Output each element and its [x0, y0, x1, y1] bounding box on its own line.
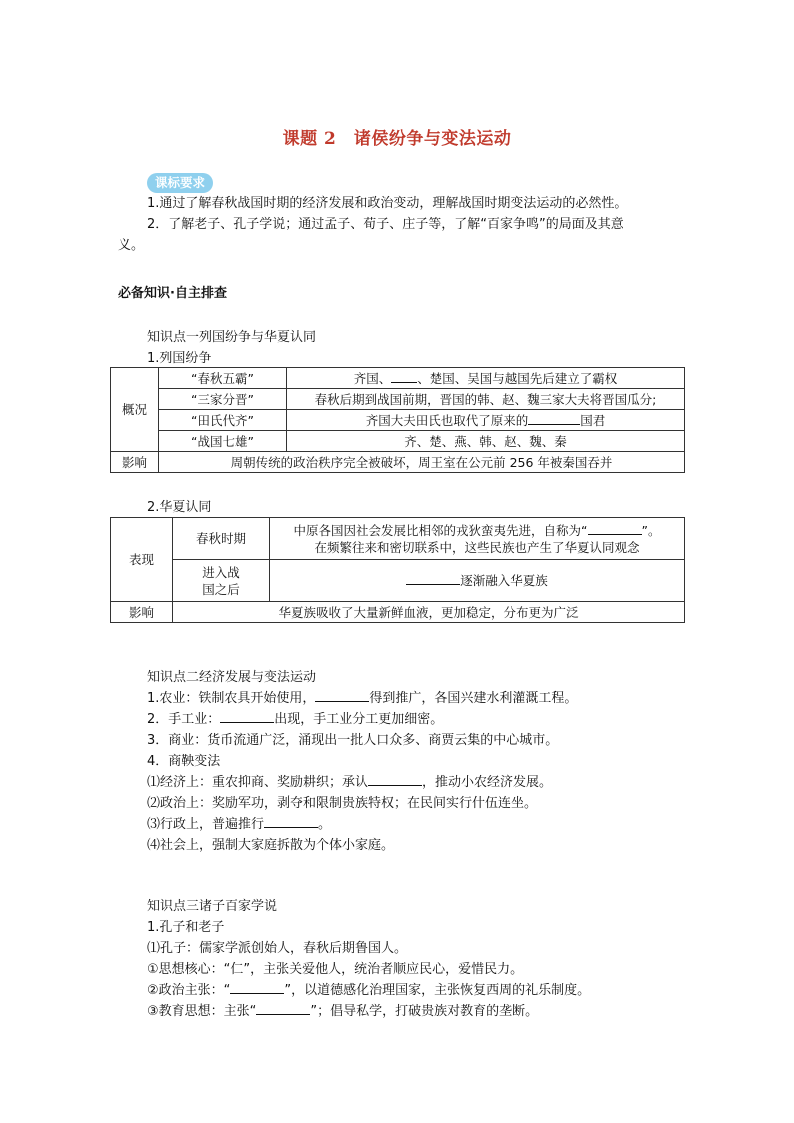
table-row [111, 518, 685, 560]
standards-item-1: 1.通过了解春秋战国时期的经济发展和政治变动，理解战国时期变法运动的必然性。 [147, 196, 628, 211]
standards-item-2: 2．了解老子、孔子学说；通过孟子、荀子、庄子等，了解“百家争鸣”的局面及其意 [147, 217, 624, 232]
cell-qixiong: 齐、楚、燕、韩、赵、魏、秦 [287, 431, 685, 452]
table-lieguo [110, 367, 685, 473]
kp2-reform-society: ⑷社会上，强制大家庭拆散为个体小家庭。 [147, 838, 395, 853]
table-row [111, 410, 685, 431]
blank-field[interactable] [391, 370, 417, 383]
kp1-sub2: 2.华夏认同 [147, 500, 212, 515]
term-wuba: “春秋五霸” [159, 368, 287, 389]
table-row [111, 368, 685, 389]
table-row [111, 452, 685, 473]
kp1-heading: 知识点一列国纷争与华夏认同 [147, 330, 317, 345]
kp2-reform-economy: ⑴经济上：重农抑商、奖励耕织；承认 ，推动小农经济发展。 [147, 775, 553, 790]
blank-field[interactable] [264, 815, 318, 828]
cell-zhanguo: 逐渐融入华夏族 [270, 560, 685, 602]
term-qixiong: “战国七雄” [159, 431, 287, 452]
kp2-reform-politics: ⑵政治上：奖励军功，剥夺和限制贵族特权；在民间实行什伍连坐。 [147, 796, 538, 811]
standards-badge: 课标要求 [147, 173, 213, 193]
label-impact: 影响 [111, 452, 159, 473]
kp3-politics: ②政治主张：“ ”，以道德感化治理国家，主张恢复西周的礼乐制度。 [147, 983, 591, 998]
term-tianshi: “田氏代齐” [159, 410, 287, 431]
kp3-sub1: 1.孔子和老子 [147, 920, 225, 935]
label-biaoxian: 表现 [111, 518, 173, 602]
kp2-reform-title: 4．商鞅变法 [147, 754, 221, 769]
blank-field[interactable] [368, 773, 422, 786]
period-zhanguo: 进入战 国之后 [173, 560, 270, 602]
cell-impact-2: 华夏族吸收了大量新鲜血液，更加稳定，分布更为广泛 [173, 602, 685, 623]
blank-field[interactable] [588, 522, 642, 535]
kp3-confucius: ⑴孔子：儒家学派创始人，春秋后期鲁国人。 [147, 941, 408, 956]
kp2-reform-admin: ⑶行政上，普遍推行 。 [147, 817, 332, 832]
label-overview: 概况 [111, 368, 159, 452]
blank-field[interactable] [220, 710, 274, 723]
standards-item-2-cont: 义。 [118, 238, 145, 253]
table-row [111, 431, 685, 452]
cell-impact: 周朝传统的政治秩序完全被破坏，周王室在公元前 256 年被秦国吞并 [159, 452, 685, 473]
blank-field[interactable] [406, 572, 460, 585]
kp3-core-idea: ①思想核心：“仁”，主张关爱他人，统治者顺应民心，爱惜民力。 [147, 962, 524, 977]
table-row [111, 560, 685, 602]
kp3-heading: 知识点三诸子百家学说 [147, 899, 278, 914]
table-huaxia [110, 517, 685, 623]
kp2-agriculture: 1.农业：铁制农具开始使用， 得到推广，各国兴建水利灌溉工程。 [147, 691, 578, 706]
label-impact-2: 影响 [111, 602, 173, 623]
kp2-commerce: 3．商业：货币流通广泛，涌现出一批人口众多、商贾云集的中心城市。 [147, 733, 559, 748]
cell-wuba: 齐国、 、楚国、吴国与越国先后建立了霸权 [287, 368, 685, 389]
table-row [111, 602, 685, 623]
kp3-education: ③教育思想：主张“ ”；倡导私学，打破贵族对教育的垄断。 [147, 1004, 539, 1019]
term-sanjia: “三家分晋” [159, 389, 287, 410]
blank-field[interactable] [315, 689, 369, 702]
period-chunqiu: 春秋时期 [173, 518, 270, 560]
kp2-heading: 知识点二经济发展与变法运动 [147, 670, 317, 685]
cell-chunqiu: 中原各国因社会发展比相邻的戎狄蛮夷先进，自称为“ ”。 在频繁往来和密切联系中，这些民族也产生了华夏认同观念 [270, 518, 685, 560]
blank-field[interactable] [256, 1002, 310, 1015]
blank-field[interactable] [230, 981, 284, 994]
blank-field[interactable] [528, 412, 580, 425]
cell-tianshi: 齐国大夫田氏也取代了原来的 国君 [287, 410, 685, 431]
kp1-sub1: 1.列国纷争 [147, 351, 212, 366]
table-row [111, 389, 685, 410]
kp2-handicraft: 2．手工业： 出现，手工业分工更加细密。 [147, 712, 444, 727]
section-heading: 必备知识·自主排查 [118, 286, 227, 301]
cell-sanjia: 春秋后期到战国前期，晋国的韩、赵、魏三家大夫将晋国瓜分; [287, 389, 685, 410]
page-title: 课题 2 诸侯纷争与变法运动 [282, 129, 512, 149]
